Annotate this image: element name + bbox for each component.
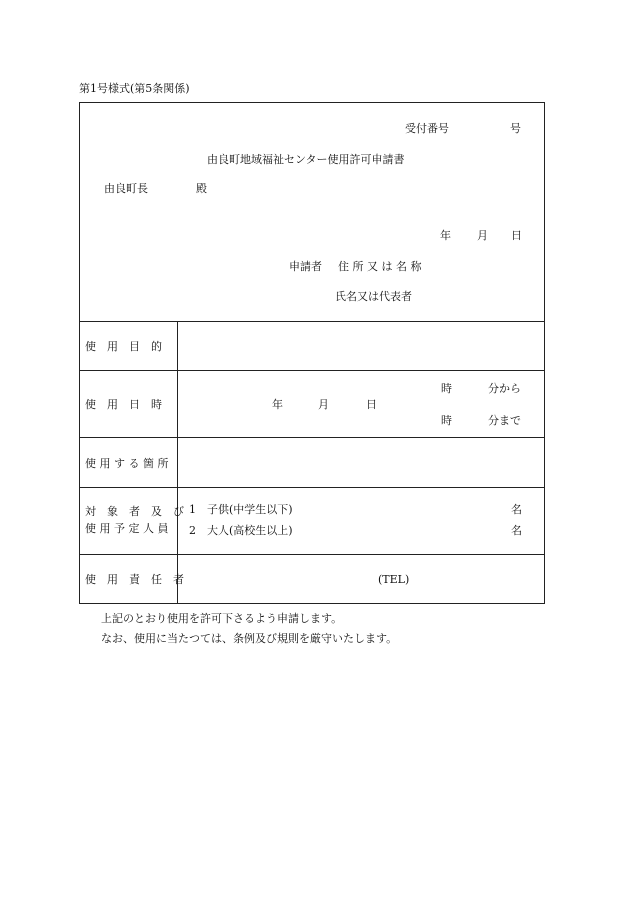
datetime-day: 日 [366, 398, 377, 411]
reception-number-suffix: 号 [510, 122, 521, 135]
child-number: 1 [189, 503, 196, 516]
child-unit: 名 [511, 503, 522, 516]
purpose-label: 使 用 目 的 [85, 340, 162, 353]
date-year-label: 年 [440, 229, 451, 242]
divider-label-column [177, 321, 178, 604]
divider-place [79, 487, 545, 488]
applicant-label: 申請者 [289, 260, 322, 273]
adult-unit: 名 [511, 524, 522, 537]
addressee-honorific: 殿 [196, 182, 207, 195]
datetime-hour-from: 時 [441, 382, 452, 395]
responsible-label: 使 用 責 任 者 [85, 573, 184, 586]
request-statement: 上記のとおり使用を許可下さるよう申請します。 [101, 612, 343, 625]
datetime-minute-from: 分から [488, 382, 521, 395]
form-title: 由良町地域福祉センター使用許可申請書 [207, 153, 405, 166]
name-label: 氏名又は代表者 [335, 290, 412, 303]
tel-label: (TEL) [378, 573, 410, 586]
target-label-line2: 使 用 予 定 人 員 [85, 522, 169, 535]
addressee: 由良町長 [104, 182, 148, 195]
child-category: 子供(中学生以下) [207, 503, 293, 516]
datetime-month: 月 [318, 398, 329, 411]
datetime-year: 年 [272, 398, 283, 411]
address-label: 住 所 又 は 名 称 [338, 260, 422, 273]
divider-purpose [79, 370, 545, 371]
target-label-line1: 対 象 者 及 び [85, 505, 184, 518]
compliance-statement: なお、使用に当たつては、条例及び規則を厳守いたします。 [101, 632, 398, 645]
datetime-hour-to: 時 [441, 414, 452, 427]
adult-category: 大人(高校生以上) [207, 524, 293, 537]
adult-number: 2 [189, 524, 196, 537]
place-label: 使 用 す る 箇 所 [85, 457, 169, 470]
divider-datetime [79, 437, 545, 438]
datetime-minute-to: 分まで [488, 414, 521, 427]
form-reference: 第1号様式(第5条関係) [79, 82, 190, 95]
divider-header [79, 321, 545, 322]
datetime-label: 使 用 日 時 [85, 398, 162, 411]
divider-target [79, 554, 545, 555]
date-day-label: 日 [511, 229, 522, 242]
date-month-label: 月 [477, 229, 488, 242]
reception-number-label: 受付番号 [405, 122, 449, 135]
